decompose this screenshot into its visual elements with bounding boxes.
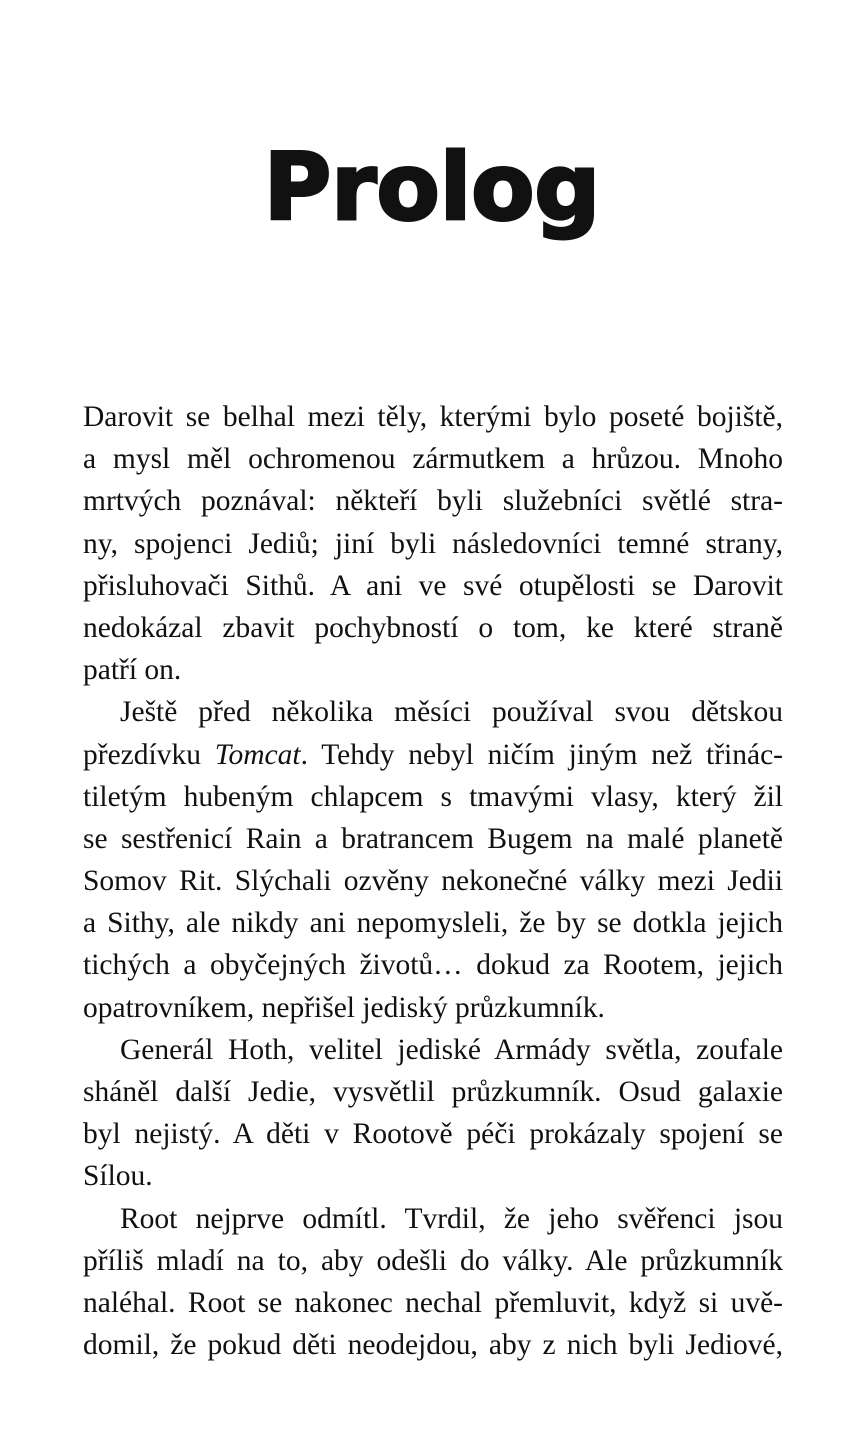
text-line: Root nejprve odmítl. Tvrdil, že jeho svěřenci jsou: [120, 1202, 783, 1235]
text-line: byl nejistý. A děti v Rootově péči prokázaly spojení se: [83, 1118, 783, 1151]
text-line: sháněl další Jedie, vysvětlil průzkumník. Osud galaxie: [83, 1076, 783, 1108]
chapter-title: Prolog: [263, 134, 601, 241]
text-line-mixed: [83, 734, 783, 776]
text-fragment: přezdívku: [83, 738, 215, 771]
text-line: příliš mladí na to, aby odešli do války. Ale průzkumník: [83, 1244, 783, 1277]
text-line: přisluhovači Sithů. A ani ve své otupělosti se Darovit: [83, 569, 783, 602]
text-line: Generál Hoth, velitel jediské Armády světla, zoufale: [120, 1033, 783, 1066]
text-line: mrtvých poznával: někteří byli služebníci světlé stra-: [83, 485, 783, 518]
text-line: Sílou.: [83, 1160, 153, 1193]
text-line: nedokázal zbavit pochybností o tom, ke které straně: [83, 611, 783, 644]
text-line: patří on.: [83, 654, 182, 687]
text-line: opatrovníkem, nepřišel jediský průzkumník.: [83, 991, 605, 1024]
text-body: [83, 396, 783, 1366]
text-line: tichých a obyčejných životů… dokud za Rootem, jejich: [83, 949, 783, 982]
text-line: Ještě před několika měsíci používal svou dětskou: [120, 696, 783, 729]
text-line: domil, že pokud děti neodejdou, aby z nich byli Jediové,: [83, 1329, 783, 1362]
text-line: Somov Rit. Slýchali ozvěny nekonečné války mezi Jedii: [83, 865, 783, 898]
italic-word: Tomcat: [214, 738, 301, 771]
text-line: a mysl měl ochromenou zármutkem a hrůzou. Mnoho: [83, 443, 783, 476]
text-fragment: . Tehdy nebyl ničím jiným než třinác-: [300, 738, 783, 771]
text-line: ny, spojenci Jediů; jiní byli následovníci temné strany,: [83, 527, 783, 560]
text-line: tiletým hubeným chlapcem s tmavými vlasy, který žil: [83, 780, 783, 813]
text-line: naléhal. Root se nakonec nechal přemluvit, když si uvě-: [83, 1286, 783, 1319]
text-line: a Sithy, ale nikdy ani nepomysleli, že by se dotkla jejich: [83, 907, 783, 940]
text-line: se sestřenicí Rain a bratrancem Bugem na malé planetě: [83, 822, 783, 855]
text-line: Darovit se belhal mezi těly, kterými bylo poseté bojiště,: [83, 401, 783, 433]
